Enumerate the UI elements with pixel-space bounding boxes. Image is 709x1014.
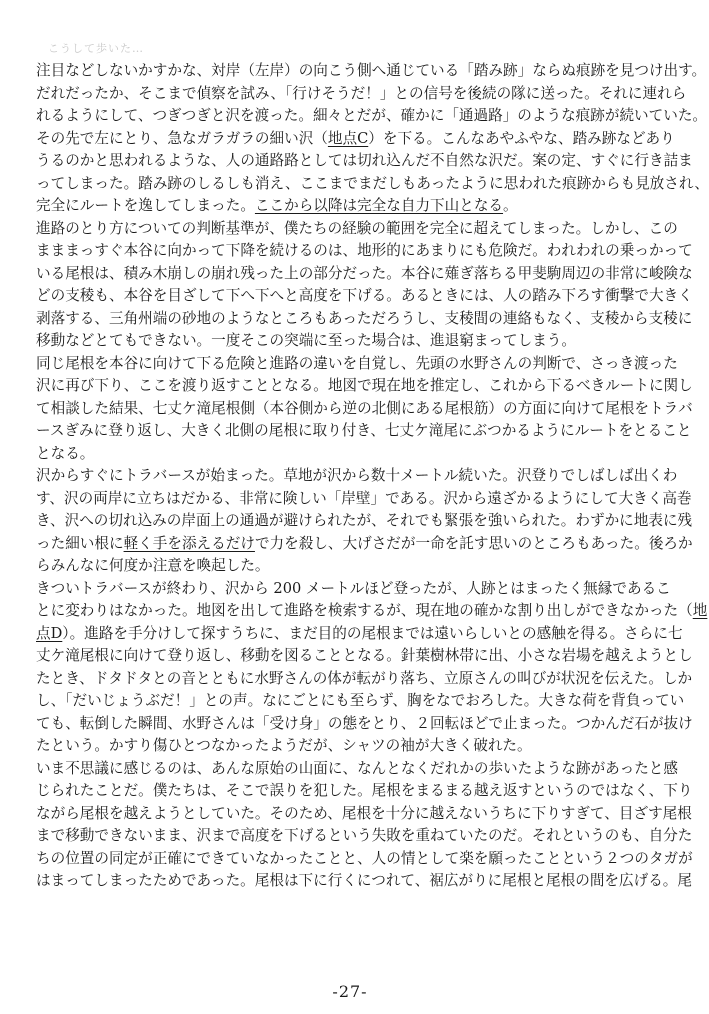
- text-line: まで移動できないまま、沢まで高度を下げるという失敗を重ねていたのだ。それというのも、自分た: [36, 827, 693, 844]
- text-line: れるようにして、つぎつぎと沢を渡った。細々とだが、確かに「通過路」のような痕跡が続いていた。: [36, 107, 708, 124]
- text-line: き、沢への切れ込みの岸面上の通過が避けられたが、それでも緊張を強いられた。わずかに地表に残: [36, 512, 693, 529]
- text-line: らみんなに何度か注意を喚起した。: [36, 557, 270, 574]
- text-line: たという。かすり傷ひとつなかったようだが、シャツの袖が大きく破れた。: [36, 737, 532, 754]
- text-line: 注目などしないかすかな、対岸（左岸）の向こう側へ通じている「踏み跡」ならぬ痕跡を見つけ出す。: [36, 62, 707, 79]
- text-line: ってしまった。踏み跡のしるしも消え、ここまでまだしもあったように思われた痕跡からも見放され、: [36, 174, 709, 192]
- text-line: 点D）。進路を手分けして探すうちに、まだ目的の尾根までは遠いらしいとの感触を得る。さらに七: [36, 624, 683, 642]
- text-line: し、「だいじょうぶだ！」との声。なにごとにも至らず、胸をなでおろした。大きな荷を背負ってい: [36, 692, 685, 709]
- text-line: たとき、ドタドタとの音とともに水野さんの体が転がり落ち、立原さんの叫びが状況を伝えた。しか: [36, 669, 693, 687]
- text-line: ースぎみに登り返し、大きく北側の尾根に取り付き、七丈ケ滝尾にぶつかるようにルートをとること: [36, 422, 692, 439]
- text-line: て相談した結果、七丈ケ滝尾根側（本谷側から逆の北側にある尾根筋）の方面に向けて尾根をトラバ: [36, 399, 693, 417]
- page-number: -27-: [332, 982, 368, 1001]
- text-line: とに変わりはなかった。地図を出して進路を検索するが、現在地の確かな割り出しができなかった（地: [36, 602, 708, 619]
- text-line: はまってしまったためであった。尾根は下に行くにつれて、裾広がりに尾根と尾根の間を広げる。尾: [36, 872, 692, 889]
- text-line: うるのかと思われるような、人の通路路としては切れ込んだ不自然な沢だ。案の定、すぐに行き詰ま: [36, 152, 693, 169]
- point-d-ref: 点D: [36, 624, 63, 642]
- point-c-ref: 地点C: [327, 129, 369, 147]
- text-line: ちの位置の同定が正確にできていなかったことと、人の情として楽を願ったことという２つのタガが: [36, 849, 693, 867]
- text-line: どの支稜も、本谷を目ざして下へ下へと高度を下げる。あるときには、人の踏み下ろす衝撃で大きく: [36, 287, 693, 304]
- body-text: [36, 60, 709, 893]
- text-line: その先で左にとり、急なガラガラの細い沢（地点C）を下る。こんなあやふやな、踏み跡などあり: [36, 129, 675, 147]
- text-line: 丈ケ滝尾根に向けて登り返し、移動を図ることとなる。針葉樹林帯に出、小さな岩場を越えようとし: [36, 647, 693, 664]
- text-line: きついトラバースが終わり、沢から 200 メートルほど登ったが、人跡とはまったく無縁であるこ: [36, 579, 671, 597]
- point-d-ref: 地: [692, 602, 708, 619]
- text-line: じられたことだ。僕たちは、そこで誤りを犯した。尾根をまるまる越え返すというのではなく、下り: [36, 782, 693, 799]
- emphasis-underline: ここから以降は完全な自力下山となる: [254, 197, 504, 214]
- text-line: ながら尾根を越えようとしていた。そのため、尾根を十分に越えないうちに下りすぎて、目ざす尾根: [36, 804, 692, 822]
- text-line: いる尾根は、積み木崩しの崩れ残った上の部分だった。本谷に薙ぎ落ちる甲斐駒周辺の非常に峻険な: [36, 264, 693, 282]
- text-line: 完全にルートを逸してしまった。ここから以降は完全な自力下山となる。: [36, 197, 518, 214]
- text-line: 剥落する、三角州端の砂地のようなところもあっただろうし、支稜間の連絡もなく、支稜から支稜に: [36, 309, 693, 327]
- text-line: った細い根に軽く手を添えるだけで力を殺し、大げさだが一命を託す思いのところもあった。後ろか: [36, 534, 693, 552]
- text-line: 移動などとてもできない。一度そこの突端に至った場合は、進退窮まってしまう。: [36, 332, 576, 349]
- emphasis-underline: 軽く手を添えるだけ: [123, 534, 255, 552]
- text-line: 沢に再び下り、ここを渡り返すこととなる。地図で現在地を推定し、これから下るべきルートに関し: [36, 377, 693, 394]
- text-line: となる。: [36, 444, 95, 462]
- text-line: まままっすぐ本谷に向かって下降を続けるのは、地形的にあまりにも危険だ。われわれの乗っかって: [36, 242, 693, 259]
- text-line: 沢からすぐにトラバースが始まった。草地が沢から数十メートル続いた。沢登りでしばしば出くわ: [36, 467, 678, 484]
- text-line: 進路のとり方についての判断基準が、僕たちの経験の範囲を完全に超えてしまった。しかし、この: [36, 219, 678, 237]
- text-line: いま不思議に感じるのは、あんな原始の山面に、なんとなくだれかの歩いたような跡があったと感: [36, 759, 678, 777]
- faint-running-header: こうして歩いた…: [48, 42, 144, 55]
- text-line: だれだったか、そこまで偵察を試み、「行けそうだ！」との信号を後続の隊に送った。それに連れら: [36, 84, 687, 102]
- text-line: す、沢の両岸に立ちはだかる、非常に険しい「岸壁」である。沢から遠ざかるようにして大きく高巻: [36, 489, 692, 507]
- text-line: 同じ尾根を本谷に向けて下る危険と進路の違いを自覚し、先頭の水野さんの判断で、さっき渡った: [36, 354, 678, 372]
- text-line: ても、転倒した瞬間、水野さんは「受け身」の態をとり、２回転ほどで止まった。つかんだ石が抜け: [36, 714, 693, 732]
